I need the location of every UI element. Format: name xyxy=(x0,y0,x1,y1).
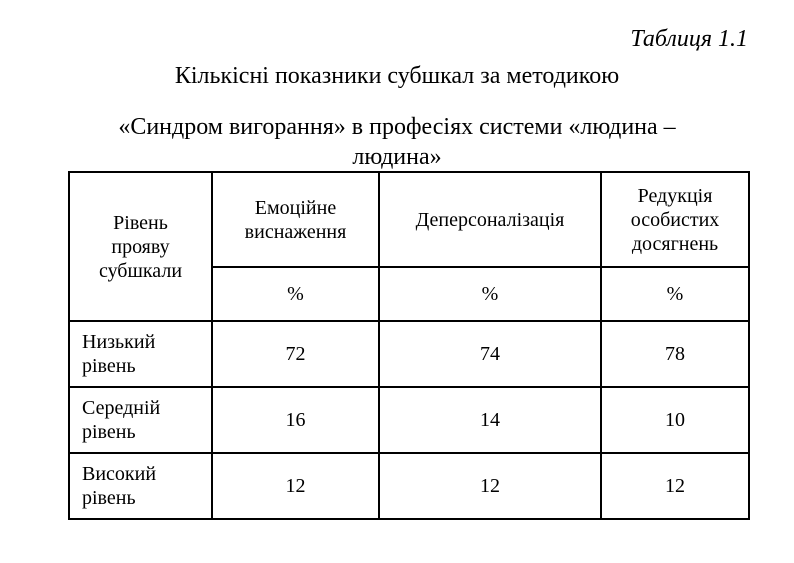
value-cell: 12 xyxy=(379,453,601,519)
value-cell: 78 xyxy=(601,321,749,387)
value-cell: 12 xyxy=(212,453,379,519)
row-label-cell xyxy=(69,453,212,519)
table-title-line-2 xyxy=(40,112,754,172)
value-cell: 12 xyxy=(601,453,749,519)
row-header-line: прояву xyxy=(111,235,170,258)
table-row-low xyxy=(69,321,749,387)
row-header-line: субшкали xyxy=(98,259,183,282)
value-cell: 72 xyxy=(212,321,379,387)
column-header-depersonalization xyxy=(379,172,601,267)
unit-cell: % xyxy=(601,267,749,321)
header-row xyxy=(69,172,749,267)
row-label-line: Середній xyxy=(82,397,161,419)
value-cell: 14 xyxy=(379,387,601,453)
table-caption: Таблиця 1.1 xyxy=(630,26,748,52)
row-label-line: рівень xyxy=(82,487,136,509)
table-title-line-3-text: людина» xyxy=(352,144,442,170)
row-label-cell xyxy=(69,387,212,453)
column-header-line: досягнень xyxy=(631,232,719,255)
column-header-line: Деперсоналізація xyxy=(415,208,565,231)
column-header-line: виснаження xyxy=(244,220,347,243)
row-label-line: рівень xyxy=(82,421,136,443)
table-title-line-2-text: «Синдром вигорання» в професіях системи «людина – xyxy=(118,114,676,140)
unit-cell: % xyxy=(379,267,601,321)
column-header-line: Емоційне xyxy=(254,196,337,219)
table-title-line-1: Кількісні показники субшкал за методикою xyxy=(174,63,620,89)
unit-cell: % xyxy=(212,267,379,321)
table-row-high xyxy=(69,453,749,519)
row-label-line: рівень xyxy=(82,355,136,377)
table-row-medium xyxy=(69,387,749,453)
row-label-line: Високий xyxy=(82,463,157,485)
row-label-cell xyxy=(69,321,212,387)
column-header-line: Редукція xyxy=(637,184,713,207)
value-cell: 16 xyxy=(212,387,379,453)
value-cell: 10 xyxy=(601,387,749,453)
row-header-line: Рівень xyxy=(113,211,168,234)
column-header-reduction xyxy=(601,172,749,267)
row-label-line: Низький xyxy=(82,331,156,353)
column-header-emotional-exhaustion xyxy=(212,172,379,267)
column-header-line: особистих xyxy=(630,208,720,231)
row-header-cell xyxy=(69,172,212,321)
value-cell: 74 xyxy=(379,321,601,387)
data-table xyxy=(68,171,750,520)
